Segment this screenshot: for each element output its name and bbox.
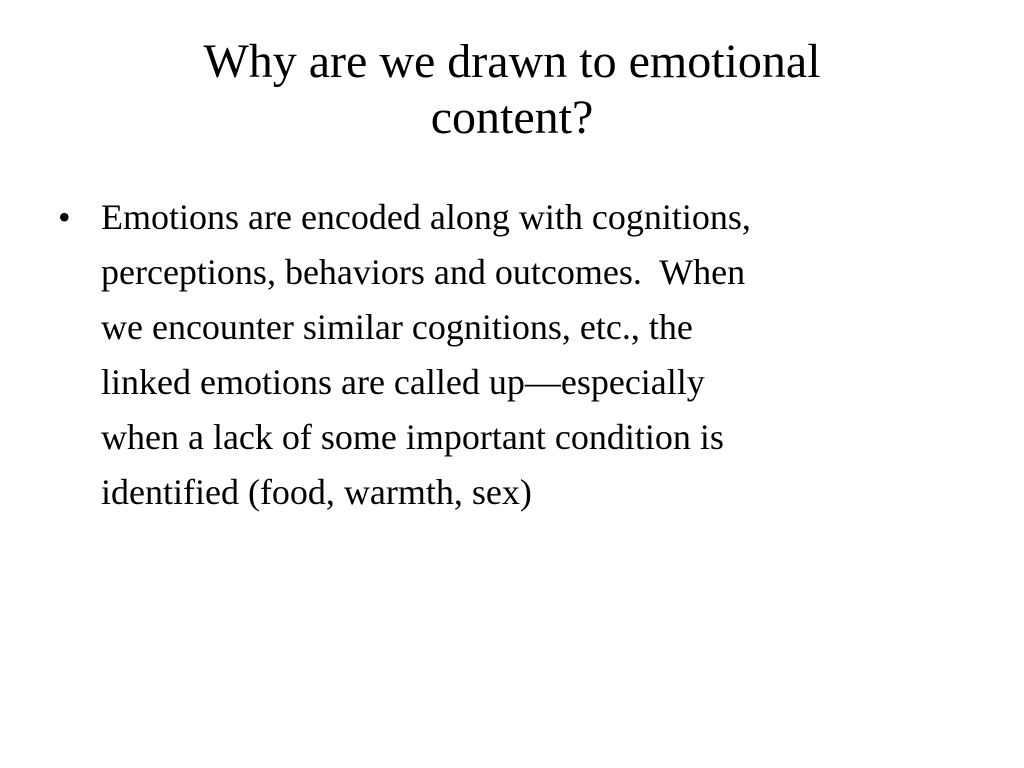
bullet-text-line-2: perceptions, behaviors and outcomes. When xyxy=(101,252,746,292)
slide-title-line-2: content? xyxy=(430,91,594,144)
bullet-dot-icon: • xyxy=(58,197,71,237)
bullet-text-line-1: Emotions are encoded along with cognitions, xyxy=(101,197,751,237)
bullet-text-line-5: when a lack of some important condition is xyxy=(101,417,724,457)
bullet-text-line-4: linked emotions are called up—especially xyxy=(101,362,705,402)
slide-body xyxy=(58,190,958,520)
bullet-text-line-3: we encounter similar cognitions, etc., the xyxy=(101,307,693,347)
bullet-item xyxy=(58,190,958,520)
slide-title-line-1: Why are we drawn to emotional xyxy=(203,35,821,88)
slide-title xyxy=(100,34,924,146)
bullet-text-line-6: identified (food, warmth, sex) xyxy=(101,472,532,512)
